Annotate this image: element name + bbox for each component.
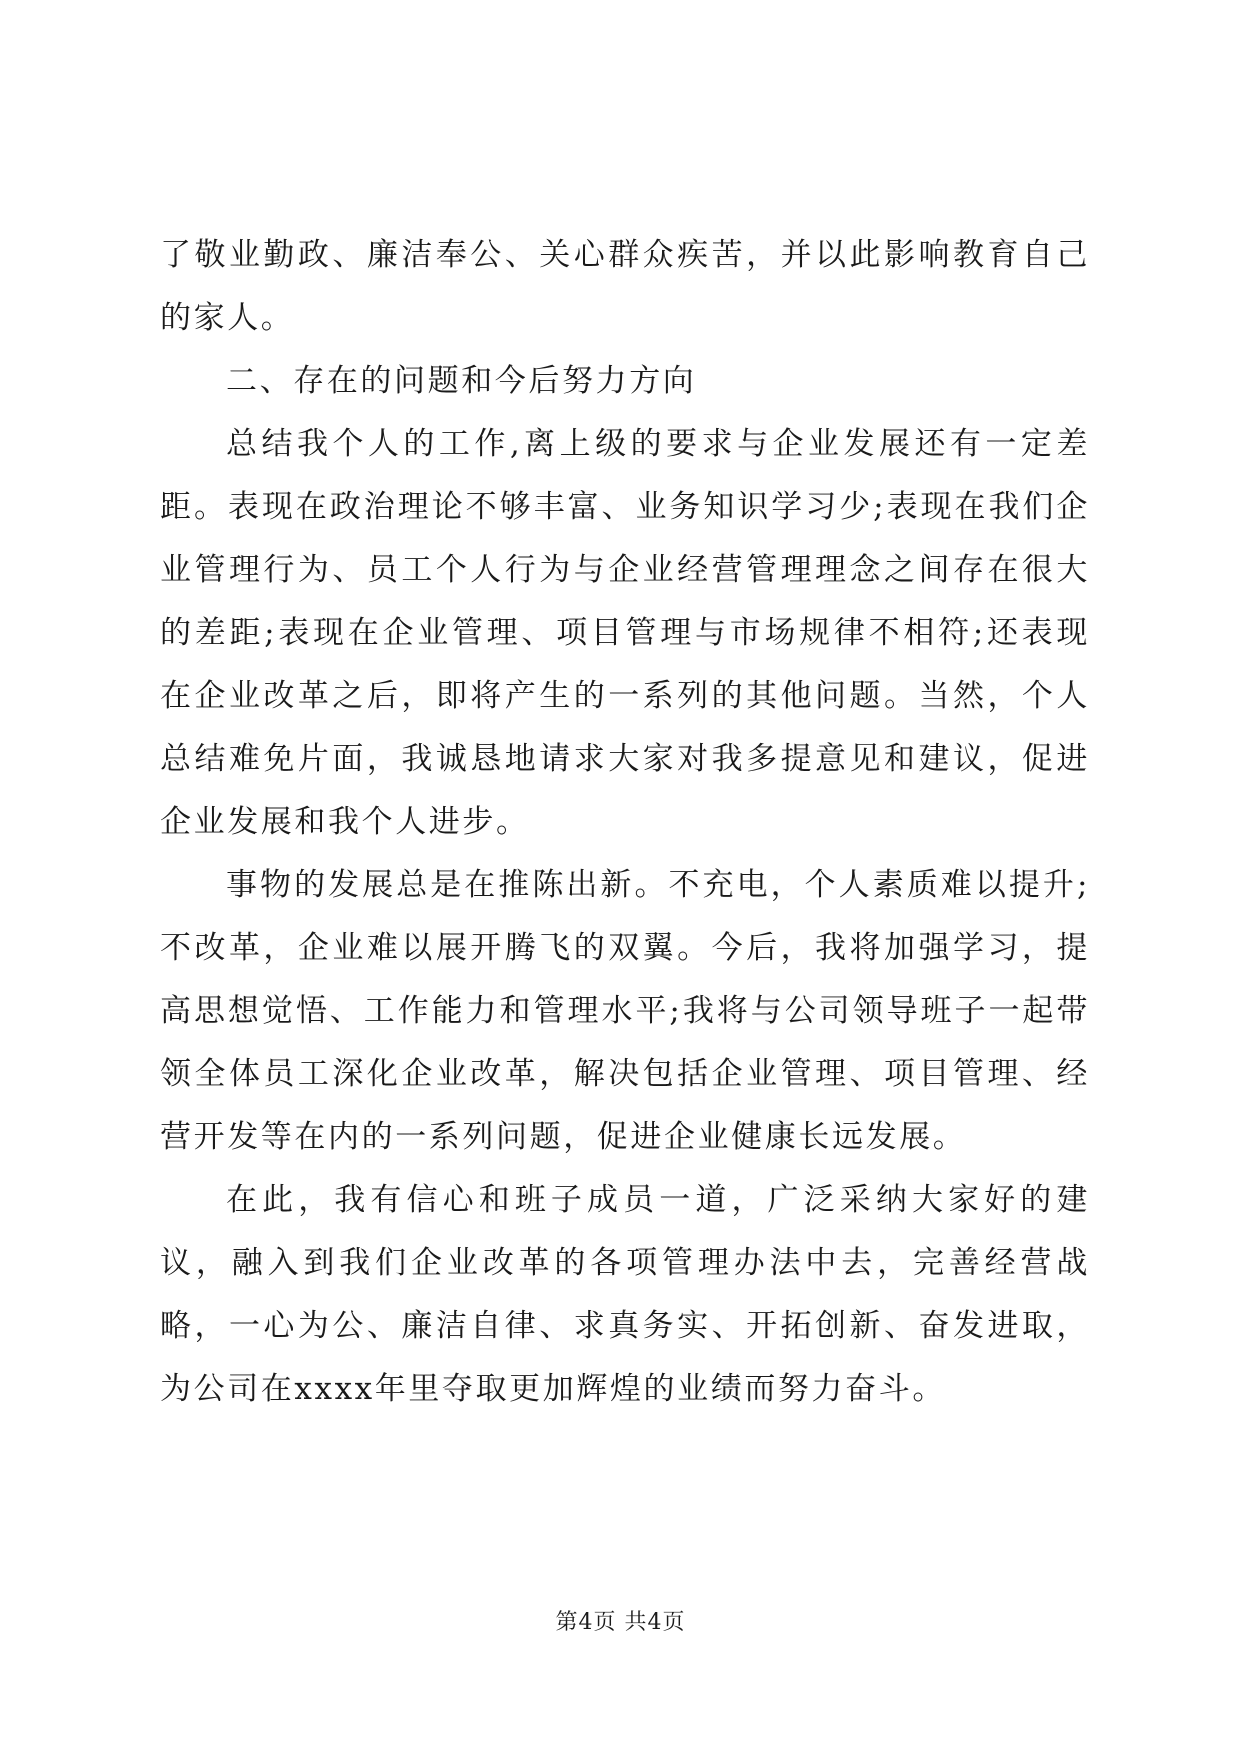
document-body	[160, 224, 1090, 1421]
paragraph-closing: 在此，我有信心和班子成员一道，广泛采纳大家好的建议，融入到我们企业改革的各项管理办法中去，完善经营战略，一心为公、廉洁自律、求真务实、开拓创新、奋发进取，为公司在xxxx年里夺取更加辉煌的业绩而努力奋斗。	[160, 1182, 1090, 1407]
section-heading: 二、存在的问题和今后努力方向	[226, 363, 697, 399]
paragraph-continuation: 了敬业勤政、廉洁奉公、关心群众疾苦，并以此影响教育自己的家人。	[160, 237, 1090, 336]
page-number-footer: 第4页 共4页	[555, 1610, 686, 1635]
paragraph-future-plans: 事物的发展总是在推陈出新。不充电，个人素质难以提升;不改革，企业难以展开腾飞的双翼。今后，我将加强学习，提高思想觉悟、工作能力和管理水平;我将与公司领导班子一起带领全体员工深化企业改革，解决包括企业管理、项目管理、经营开发等在内的一系列问题，促进企业健康长远发展。	[160, 867, 1090, 1155]
paragraph-summary: 总结我个人的工作,离上级的要求与企业发展还有一定差距。表现在政治理论不够丰富、业务知识学习少;表现在我们企业管理行为、员工个人行为与企业经营管理理念之间存在很大的差距;表现在企业管理、项目管理与市场规律不相符;还表现在企业改革之后，即将产生的一系列的其他问题。当然，个人总结难免片面，我诚恳地请求大家对我多提意见和建议，促进企业发展和我个人进步。	[160, 426, 1090, 840]
